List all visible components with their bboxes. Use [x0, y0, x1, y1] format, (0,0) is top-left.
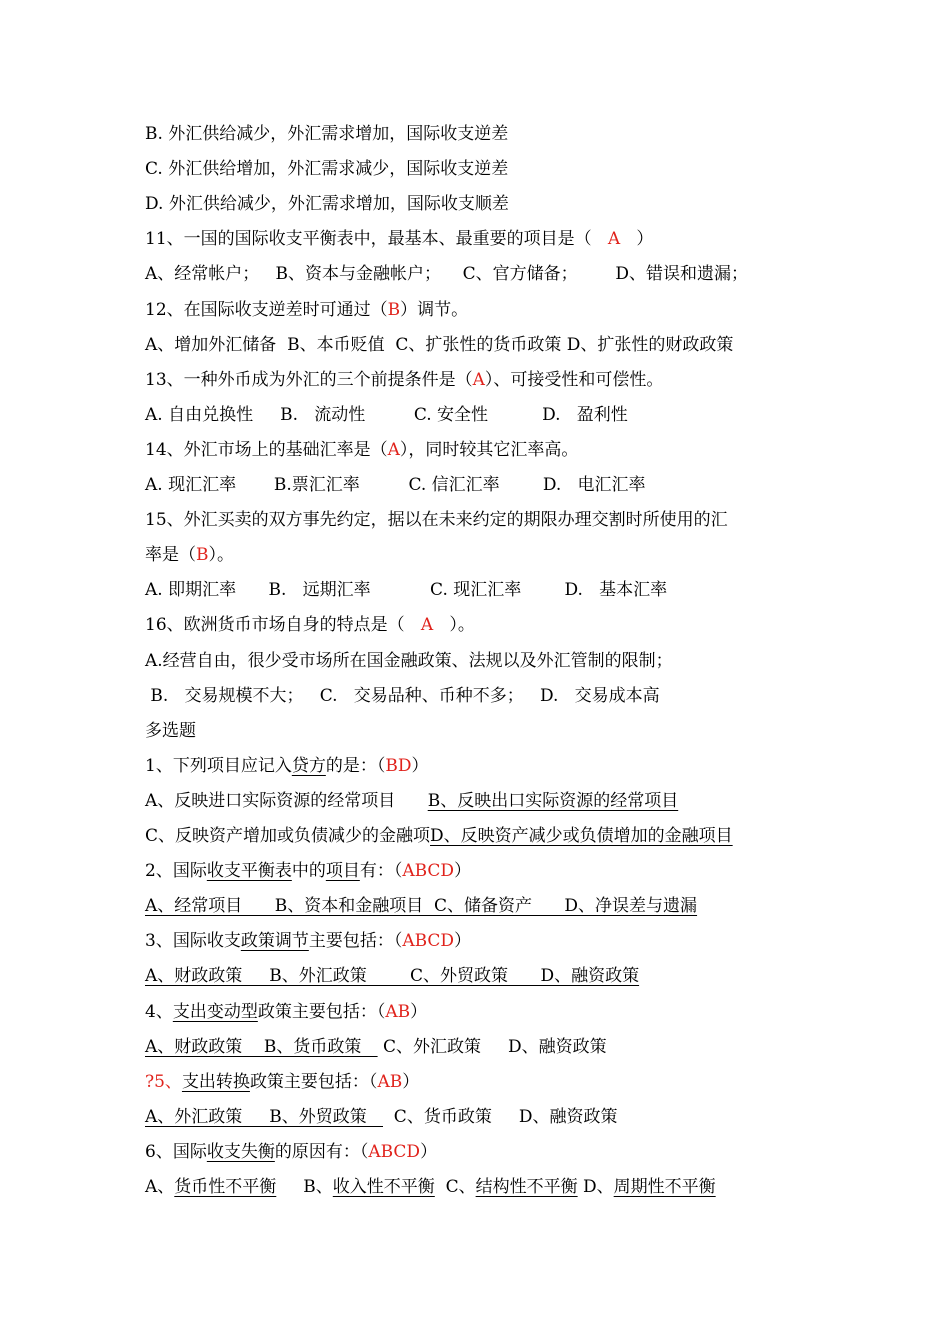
text-segment: ） [402, 1071, 420, 1092]
text-segment: 主要包括：（ [308, 931, 403, 952]
text-segment: 4、 [145, 1001, 173, 1022]
text-segment: ） [411, 755, 429, 776]
text-line [145, 368, 663, 392]
text-segment: 16、欧洲货币市场自身的特点是（ [145, 615, 421, 636]
text-line [145, 403, 628, 427]
text-segment: 6、国际 [145, 1141, 207, 1162]
text-line [145, 1035, 607, 1059]
text-segment: ）。 [208, 545, 234, 566]
text-segment: 率是（ [145, 545, 196, 566]
text-line [145, 964, 639, 988]
text-segment: 12、在国际收支逆差时可通过（ [145, 299, 388, 320]
answer-mark: ABCD [368, 1141, 421, 1162]
text-segment: A、增加外汇储备 B、本币贬值 C、扩张性的货币政策 D、扩张性的财政政策 [145, 334, 734, 355]
text-segment: 11、一国的国际收支平衡表中，最基本、最重要的项目是（ [145, 229, 608, 250]
answer-mark: A [472, 369, 485, 390]
text-segment: ）调节。 [400, 299, 469, 320]
text-segment: A. 即期汇率 B. 远期汇率 C. 现汇汇率 D. 基本汇率 [145, 580, 668, 601]
text-segment: C、反映资产增加或负债减少的金融项 [145, 826, 431, 846]
text-segment: B、 [276, 1177, 333, 1197]
text-line [145, 824, 733, 848]
answer-mark: BD [385, 755, 412, 776]
text-segment: 货币性不平衡 [174, 1177, 277, 1197]
text-segment: 多选题 [145, 720, 196, 741]
text-segment: 支出变动型 [172, 1001, 258, 1022]
text-segment: 1、下列项目应记入 [145, 755, 292, 776]
text-line [145, 1070, 419, 1094]
text-segment: 的是：（ [325, 755, 386, 776]
text-line [145, 543, 234, 567]
text-segment: D、 [577, 1177, 614, 1197]
text-line [145, 262, 748, 286]
text-line [145, 227, 653, 251]
text-line [145, 1000, 427, 1024]
text-line [145, 789, 678, 813]
answer-mark: AB [385, 1001, 411, 1022]
text-line [145, 578, 667, 602]
text-segment: 政策调节 [240, 931, 309, 952]
text-segment: 项目 [325, 861, 360, 882]
text-line [145, 508, 728, 532]
answer-mark: ABCD [402, 861, 455, 882]
text-segment: A、经常帐户； B、资本与金融帐户； C、官方储备； D、错误和遗漏； [145, 264, 749, 285]
text-line [145, 473, 646, 497]
text-segment: ） [620, 229, 654, 250]
text-line [145, 157, 508, 181]
text-line [145, 754, 428, 778]
answer-mark: ABCD [402, 931, 455, 952]
text-segment: 13、一种外币成为外汇的三个前提条件是（ [145, 369, 473, 390]
text-line [145, 1105, 617, 1129]
text-segment: C. 外汇供给增加，外汇需求减少，国际收支逆差 [145, 159, 509, 180]
text-segment: 的原因有：（ [274, 1141, 369, 1162]
text-segment: 收支失衡 [206, 1141, 275, 1162]
text-segment: C、外汇政策 D、融资政策 [377, 1036, 607, 1057]
text-segment: 2、国际 [145, 861, 207, 882]
text-line [145, 1175, 716, 1199]
text-segment: 有：（ [359, 861, 403, 882]
text-segment: 14、外汇市场上的基础汇率是（ [145, 439, 388, 460]
text-segment: B. 外汇供给减少，外汇需求增加，国际收支逆差 [145, 124, 509, 144]
answer-mark: ?5、 [145, 1071, 182, 1092]
text-segment: 收入性不平衡 [332, 1177, 435, 1197]
text-segment: A、财政政策 B、外汇政策 C、外贸政策 D、融资政策 [145, 966, 640, 987]
text-segment: ），同时较其它汇率高。 [399, 439, 579, 460]
answer-mark: A [607, 229, 621, 250]
text-segment: A. 现汇汇率 B.票汇汇率 C. 信汇汇率 D. 电汇汇率 [145, 475, 646, 495]
text-segment: ） [454, 861, 472, 882]
text-segment: A. 自由兑换性 B. 流动性 C. 安全性 D. 盈利性 [145, 404, 628, 425]
text-line [145, 333, 733, 357]
text-segment: A、 [145, 1177, 175, 1197]
text-line [145, 122, 508, 146]
text-segment: 周期性不平衡 [613, 1177, 716, 1197]
answer-mark: AB [377, 1071, 403, 1092]
text-line [145, 438, 578, 462]
text-segment: B、反映出口实际资源的经常项目 [427, 790, 679, 811]
text-segment: 3、国际收支 [145, 931, 241, 952]
text-line [145, 894, 697, 918]
text-segment: ） [410, 1001, 428, 1022]
text-segment: 政策主要包括：（ [249, 1071, 378, 1092]
text-segment: B. 交易规模不大； C. 交易品种、币种不多； D. 交易成本高 [145, 685, 660, 706]
text-segment: A、反映进口实际资源的经常项目 [145, 790, 428, 811]
text-line [145, 719, 196, 743]
text-line [145, 929, 471, 953]
text-line [145, 613, 475, 637]
text-line [145, 1140, 437, 1164]
text-line [145, 192, 509, 216]
text-segment: D、反映资产减少或负债增加的金融项目 [430, 826, 733, 846]
text-segment: A、外汇政策 B、外贸政策 [145, 1106, 383, 1127]
text-line [145, 684, 660, 708]
text-segment: C、货币政策 D、融资政策 [383, 1106, 618, 1127]
text-segment: 支出转换 [181, 1071, 250, 1092]
text-segment: ） [420, 1141, 438, 1162]
text-segment: 15、外汇买卖的双方事先约定，据以在未来约定的期限办理交割时所使用的汇 [145, 510, 728, 531]
text-segment: A.经营自由，很少受市场所在国金融政策、法规以及外汇管制的限制； [145, 650, 673, 671]
text-segment: C、 [434, 1177, 476, 1197]
text-segment: D. 外汇供给减少，外汇需求增加，国际收支顺差 [145, 194, 509, 215]
text-segment: 政策主要包括：（ [257, 1001, 386, 1022]
text-segment: 结构性不平衡 [475, 1177, 578, 1197]
text-segment: 收支平衡表 [206, 861, 292, 882]
text-line [145, 298, 468, 322]
text-segment: A、经常项目 B、资本和金融项目 C、储备资产 D、净误差与遗漏 [145, 896, 698, 917]
answer-mark: A [420, 615, 434, 636]
text-line [145, 649, 673, 673]
answer-mark: B [196, 545, 209, 566]
text-segment: 中的 [291, 861, 326, 882]
text-segment: ） [454, 931, 472, 952]
text-segment: A、财政政策 B、货币政策 [145, 1036, 378, 1057]
answer-mark: B [387, 299, 401, 320]
text-segment: ）。 [433, 615, 475, 636]
text-segment: 贷方 [291, 755, 326, 776]
answer-mark: A [387, 439, 400, 460]
text-segment: ）、可接受性和可偿性。 [484, 369, 664, 390]
text-line [145, 859, 471, 883]
